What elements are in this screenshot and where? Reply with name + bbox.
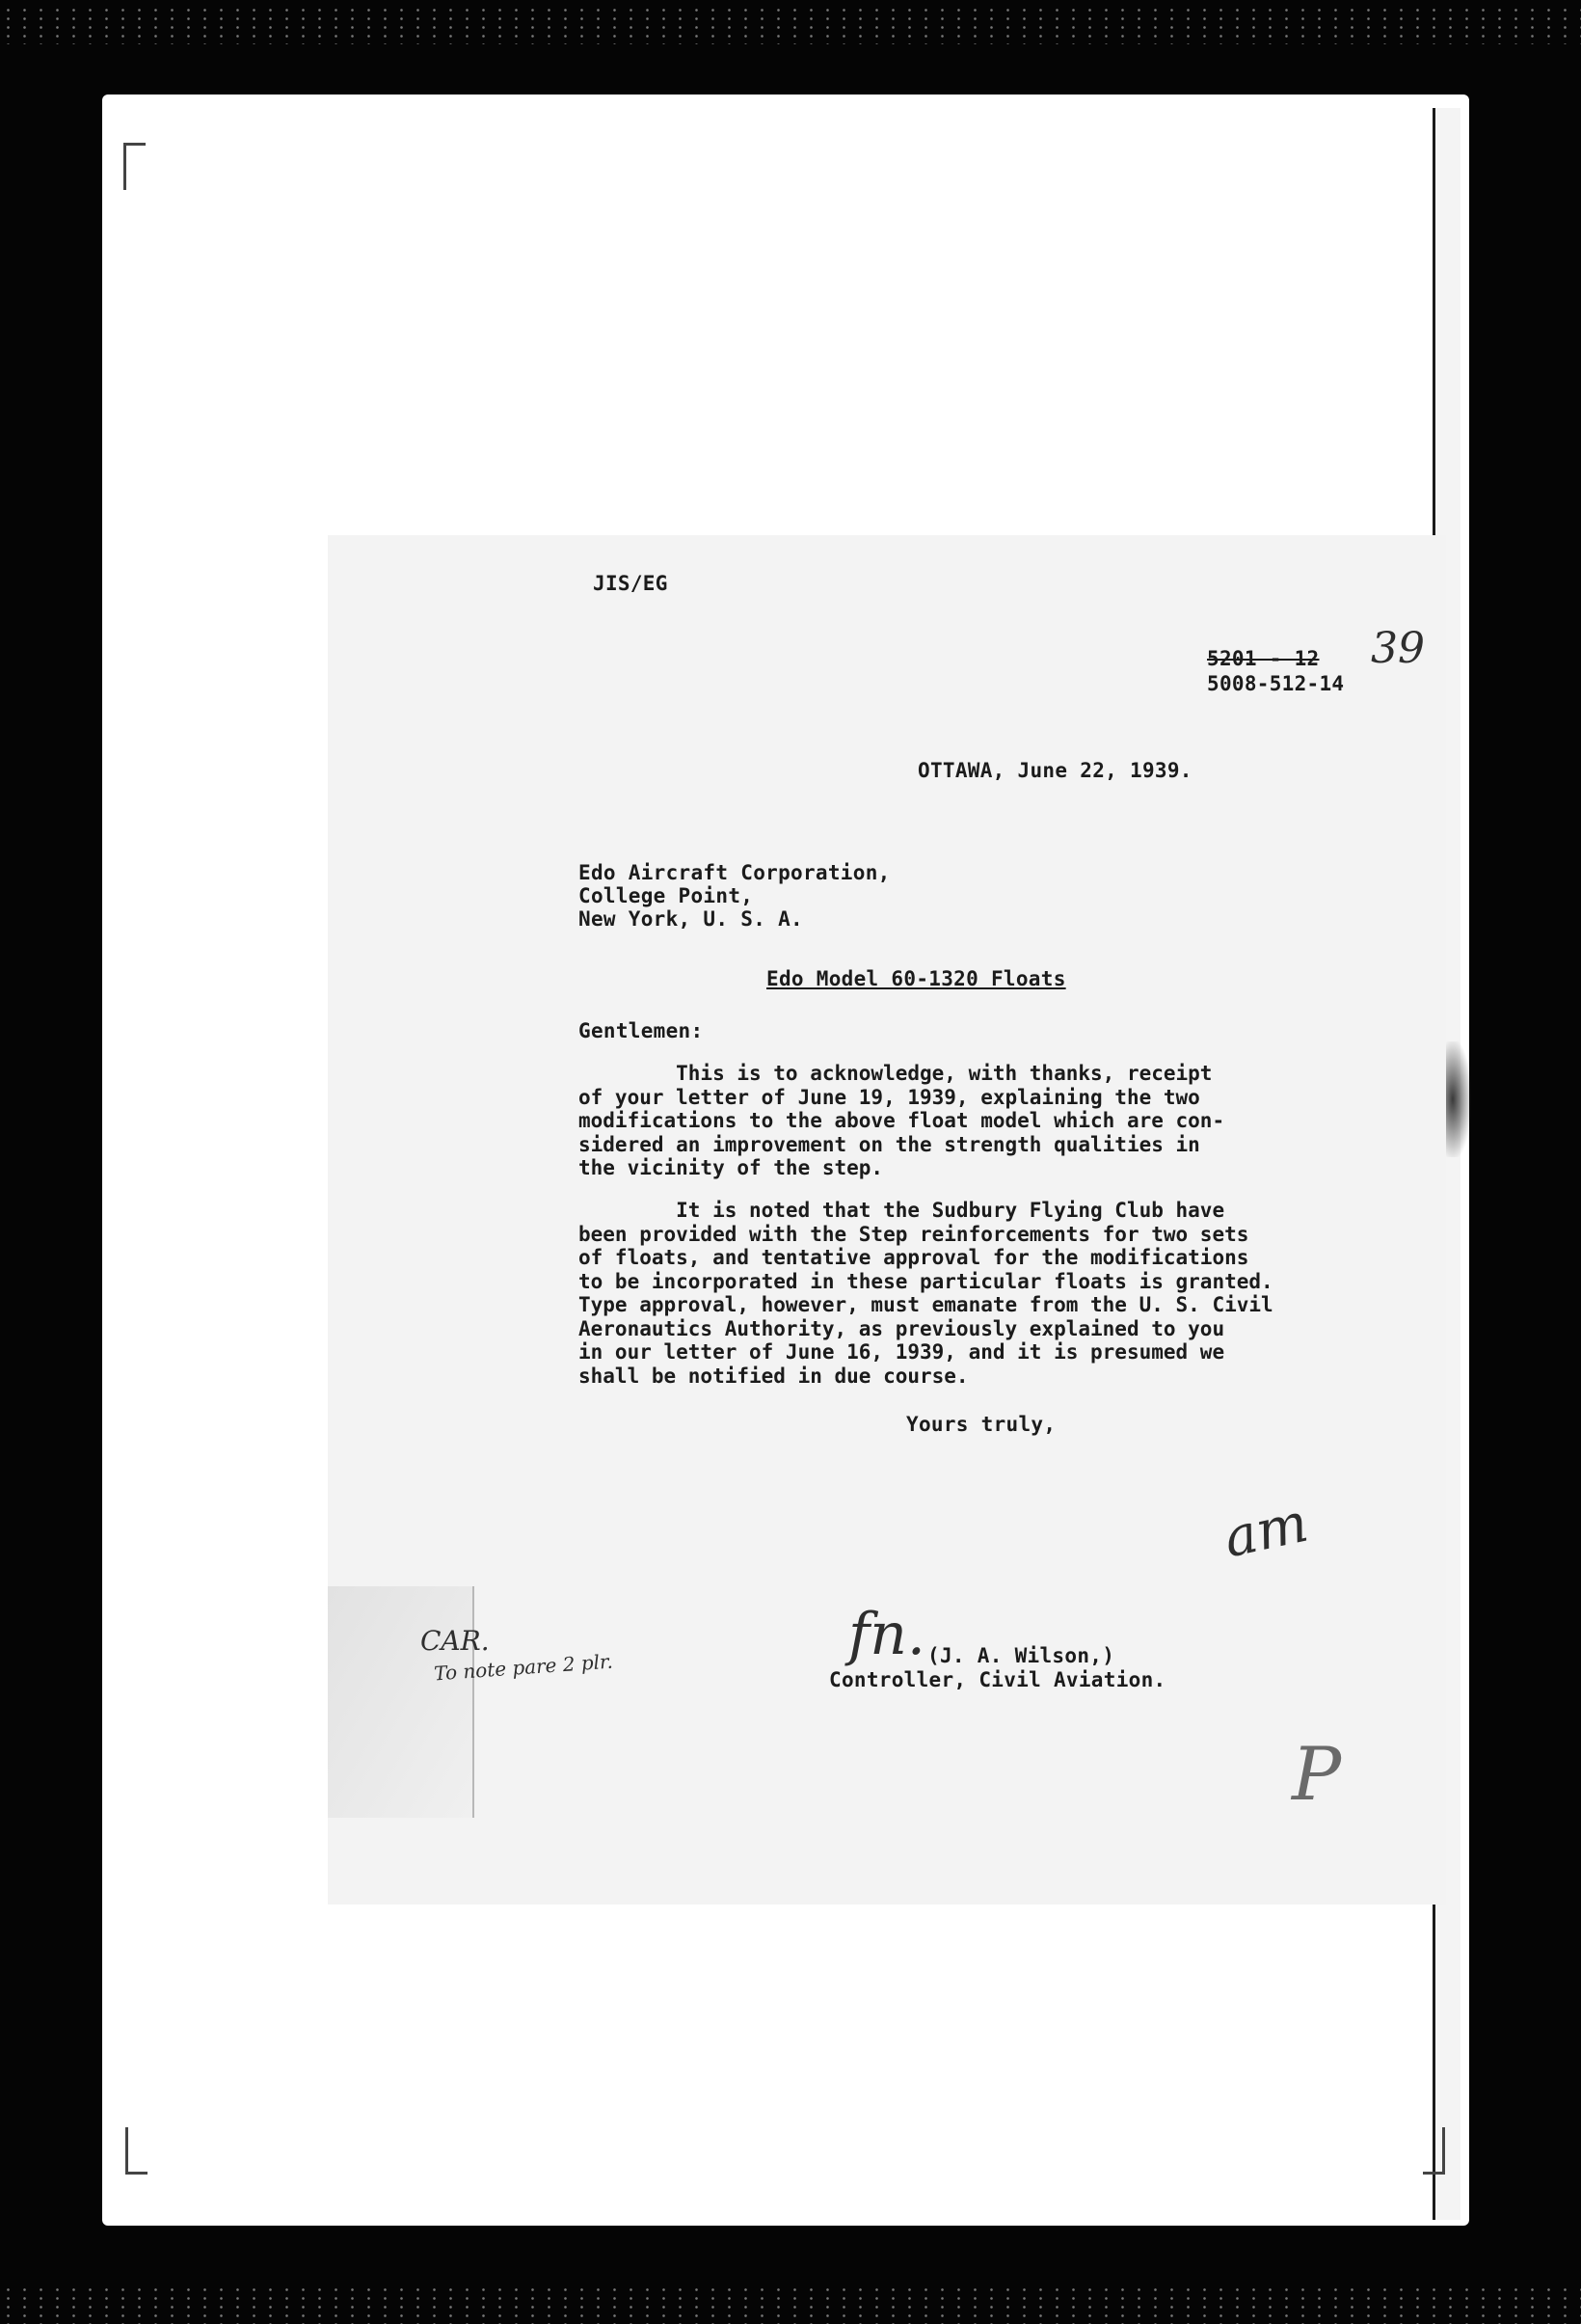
handwritten-mark: P <box>1292 1731 1342 1817</box>
closing: Yours truly, <box>906 1413 1057 1436</box>
address-line: New York, U. S. A. <box>578 907 803 931</box>
file-number-struck: 5201 - 12 <box>1207 647 1320 670</box>
address-line: College Point, <box>578 884 754 907</box>
film-speckle-top <box>0 6 1581 44</box>
handwritten-margin-abbrev: CAR. <box>420 1625 490 1657</box>
signatory-name: (J. A. Wilson,) <box>927 1644 1115 1667</box>
body-paragraph: It is noted that the Sudbury Flying Club have been provided with the Step reinforcements for two sets of floats, and tentative approval for the modifications to be incorporated in these particular floats is granted. Type approval, however, must emanate from the U. S. Civil Aeronautics Authority, as previously explained to you in our letter of June 16, 1939, and it is presumed we shall be notified in due course. <box>578 1199 1273 1388</box>
corner-mark-top-left <box>123 143 146 190</box>
place-date: OTTAWA, June 22, 1939. <box>918 759 1192 782</box>
handwritten-margin-note: To note pare 2 plr. <box>433 1649 614 1686</box>
reference-initials: JIS/EG <box>593 572 668 595</box>
handwritten-page-number: 39 <box>1371 624 1425 673</box>
address-line: Edo Aircraft Corporation, <box>578 861 891 884</box>
signatory-title: Controller, Civil Aviation. <box>829 1668 1166 1691</box>
typed-letter <box>328 535 1446 1905</box>
corner-mark-bottom-right <box>1423 2127 1445 2175</box>
subject-line: Edo Model 60-1320 Floats <box>766 967 1066 990</box>
corner-mark-bottom-left <box>125 2127 147 2175</box>
file-number: 5008-512-14 <box>1207 672 1345 695</box>
folded-corner <box>328 1586 474 1818</box>
body-paragraph: This is to acknowledge, with thanks, receipt of your letter of June 19, 1939, explaining the two modifications to the above float model which are con- sidered an improvement on the strength qualities in the vicinity of the step. <box>578 1062 1225 1179</box>
film-speckle-bottom <box>0 2285 1581 2324</box>
handwritten-initials: ат <box>1219 1491 1314 1571</box>
salutation: Gentlemen: <box>578 1019 704 1042</box>
handwritten-signature-prefix: fn. <box>848 1601 925 1668</box>
